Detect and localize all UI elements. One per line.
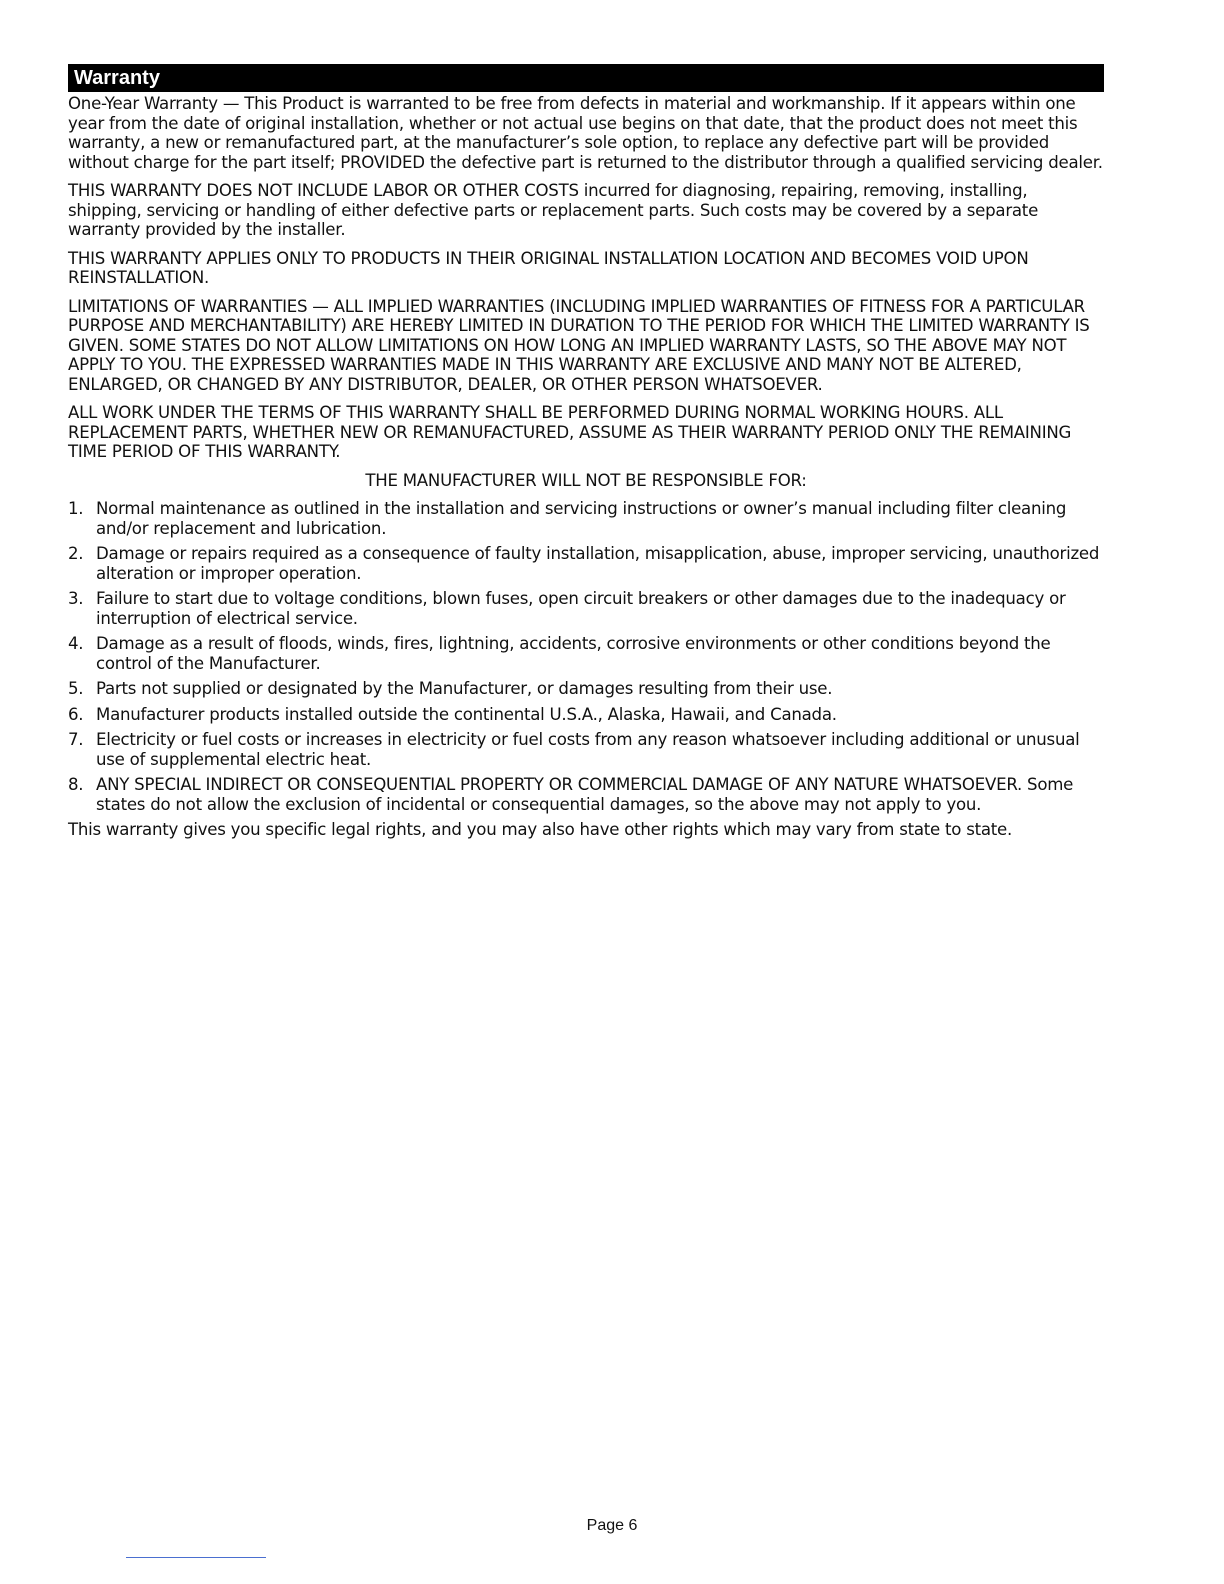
list-item-number: 8. — [68, 775, 84, 794]
list-item — [68, 730, 1104, 769]
exclusions-heading: THE MANUFACTURER WILL NOT BE RESPONSIBLE FOR: — [365, 470, 807, 490]
list-item-text: Electricity or fuel costs or increases in electricity or fuel costs from any reason whatsoever including additional or unusual use of supplemental electric heat. — [96, 730, 1080, 769]
list-item — [68, 679, 1104, 699]
paragraph-labor-exclusion: THIS WARRANTY DOES NOT INCLUDE LABOR OR OTHER COSTS incurred for diagnosing, repairing, removing, installing, shipping, servicing or handling of either defective parts or replacement parts. Such costs may be covered by a separate warranty provided by the installer. — [68, 181, 1039, 239]
list-item — [68, 705, 1104, 725]
section-header-warranty: Warranty — [68, 64, 1104, 92]
list-item-text: Damage or repairs required as a consequence of faulty installation, misapplication, abuse, improper servicing, unauthorized alteration or improper operation. — [96, 544, 1100, 583]
list-item-text: Damage as a result of floods, winds, fires, lightning, accidents, corrosive environments or other conditions beyond the control of the Manufacturer. — [96, 634, 1051, 673]
list-item-number: 6. — [68, 704, 84, 724]
paragraph-work-terms: ALL WORK UNDER THE TERMS OF THIS WARRANTY SHALL BE PERFORMED DURING NORMAL WORKING HOURS. ALL REPLACEMENT PARTS, WHETHER NEW OR REMANUFACTURED, ASSUME AS THEIR WARRANTY PERIOD ONLY THE REMAINING TIME PERIOD OF THIS WARRANTY. — [68, 403, 1072, 461]
list-item-text: Failure to start due to voltage conditions, blown fuses, open circuit breakers or other damages due to the inadequacy or interruption of electrical service. — [96, 589, 1066, 628]
list-item-text: Manufacturer products installed outside the continental U.S.A., Alaska, Hawaii, and Canada. — [96, 704, 837, 724]
list-item — [68, 589, 1104, 628]
list-item-number: 2. — [68, 544, 84, 563]
footer-divider — [126, 1557, 266, 1558]
list-item-number: 3. — [68, 589, 84, 608]
list-item-number: 5. — [68, 679, 84, 698]
list-item — [68, 775, 1104, 814]
list-item-number: 7. — [68, 730, 84, 749]
list-item-number: 4. — [68, 634, 84, 653]
paragraph-limitations: LIMITATIONS OF WARRANTIES — ALL IMPLIED WARRANTIES (INCLUDING IMPLIED WARRANTIES OF FITNESS FOR A PARTICULAR PURPOSE AND MERCHANTABILITY) ARE HEREBY LIMITED IN DURATION TO THE PERIOD FOR WHICH THE LIMITED WARRANTY IS GIVEN. SOME STATES DO NOT ALLOW LIMITATIONS ON HOW LONG AN IMPLIED WARRANTY LASTS, SO THE ABOVE MAY NOT APPLY TO YOU. THE EXPRESSED WARRANTIES MADE IN THIS WARRANTY ARE EXCLUSIVE AND MANY NOT BE ALTERED, ENLARGED, OR CHANGED BY ANY DISTRIBUTOR, DEALER, OR OTHER PERSON WHATSOEVER. — [68, 296, 1090, 394]
paragraph-original-location: THIS WARRANTY APPLIES ONLY TO PRODUCTS IN THEIR ORIGINAL INSTALLATION LOCATION AND BECOMES VOID UPON REINSTALLATION. — [68, 248, 1029, 287]
list-item-number: 1. — [68, 499, 84, 518]
exclusions-list — [68, 499, 1104, 814]
closing-statement: This warranty gives you specific legal rights, and you may also have other rights which may vary from state to state. — [68, 820, 1013, 839]
list-item-text: Parts not supplied or designated by the Manufacturer, or damages resulting from their use. — [96, 679, 833, 698]
list-item — [68, 634, 1104, 673]
list-item-text: Normal maintenance as outlined in the installation and servicing instructions or owner’s manual including filter cleaning and/or replacement and lubrication. — [96, 499, 1067, 538]
list-item — [68, 499, 1104, 538]
list-item-text: ANY SPECIAL INDIRECT OR CONSEQUENTIAL PROPERTY OR COMMERCIAL DAMAGE OF ANY NATURE WHATSOEVER. Some states do not allow the exclusion of incidental or consequential damages, so the above may not apply to you. — [96, 775, 1074, 814]
paragraph-one-year-warranty: One-Year Warranty — This Product is warranted to be free from defects in material and workmanship. If it appears within one year from the date of original installation, whether or not actual use begins on that date, that the product does not meet this warranty, a new or remanufactured part, at the manufacturer’s sole option, to replace any defective part will be provided without charge for the part itself; PROVIDED the defective part is returned to the distributor through a qualified servicing dealer. — [68, 94, 1103, 172]
list-item — [68, 544, 1104, 583]
page-number: Page 6 — [586, 1517, 638, 1534]
warranty-page — [68, 64, 1104, 840]
